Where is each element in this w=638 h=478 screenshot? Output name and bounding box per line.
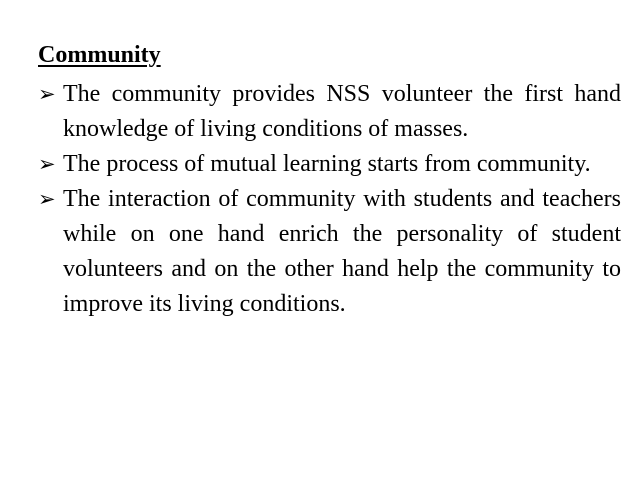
slide-heading: Community	[38, 42, 161, 68]
arrow-bullet-icon: ➢	[38, 187, 56, 211]
bullet-item	[38, 147, 621, 182]
bullet-text: The interaction of community with students and teachers while on one hand enrich the personality of student volunteers and on the other hand help the community to improve its living conditions.	[63, 186, 621, 317]
arrow-bullet-icon: ➢	[38, 152, 56, 176]
arrow-bullet-icon: ➢	[38, 82, 56, 106]
bullet-text: The community provides NSS volunteer the first hand knowledge of living conditions of masses.	[63, 81, 621, 142]
bullet-list	[38, 77, 621, 322]
bullet-text: The process of mutual learning starts from community.	[63, 151, 591, 177]
bullet-item	[38, 182, 621, 322]
bullet-item	[38, 77, 621, 147]
